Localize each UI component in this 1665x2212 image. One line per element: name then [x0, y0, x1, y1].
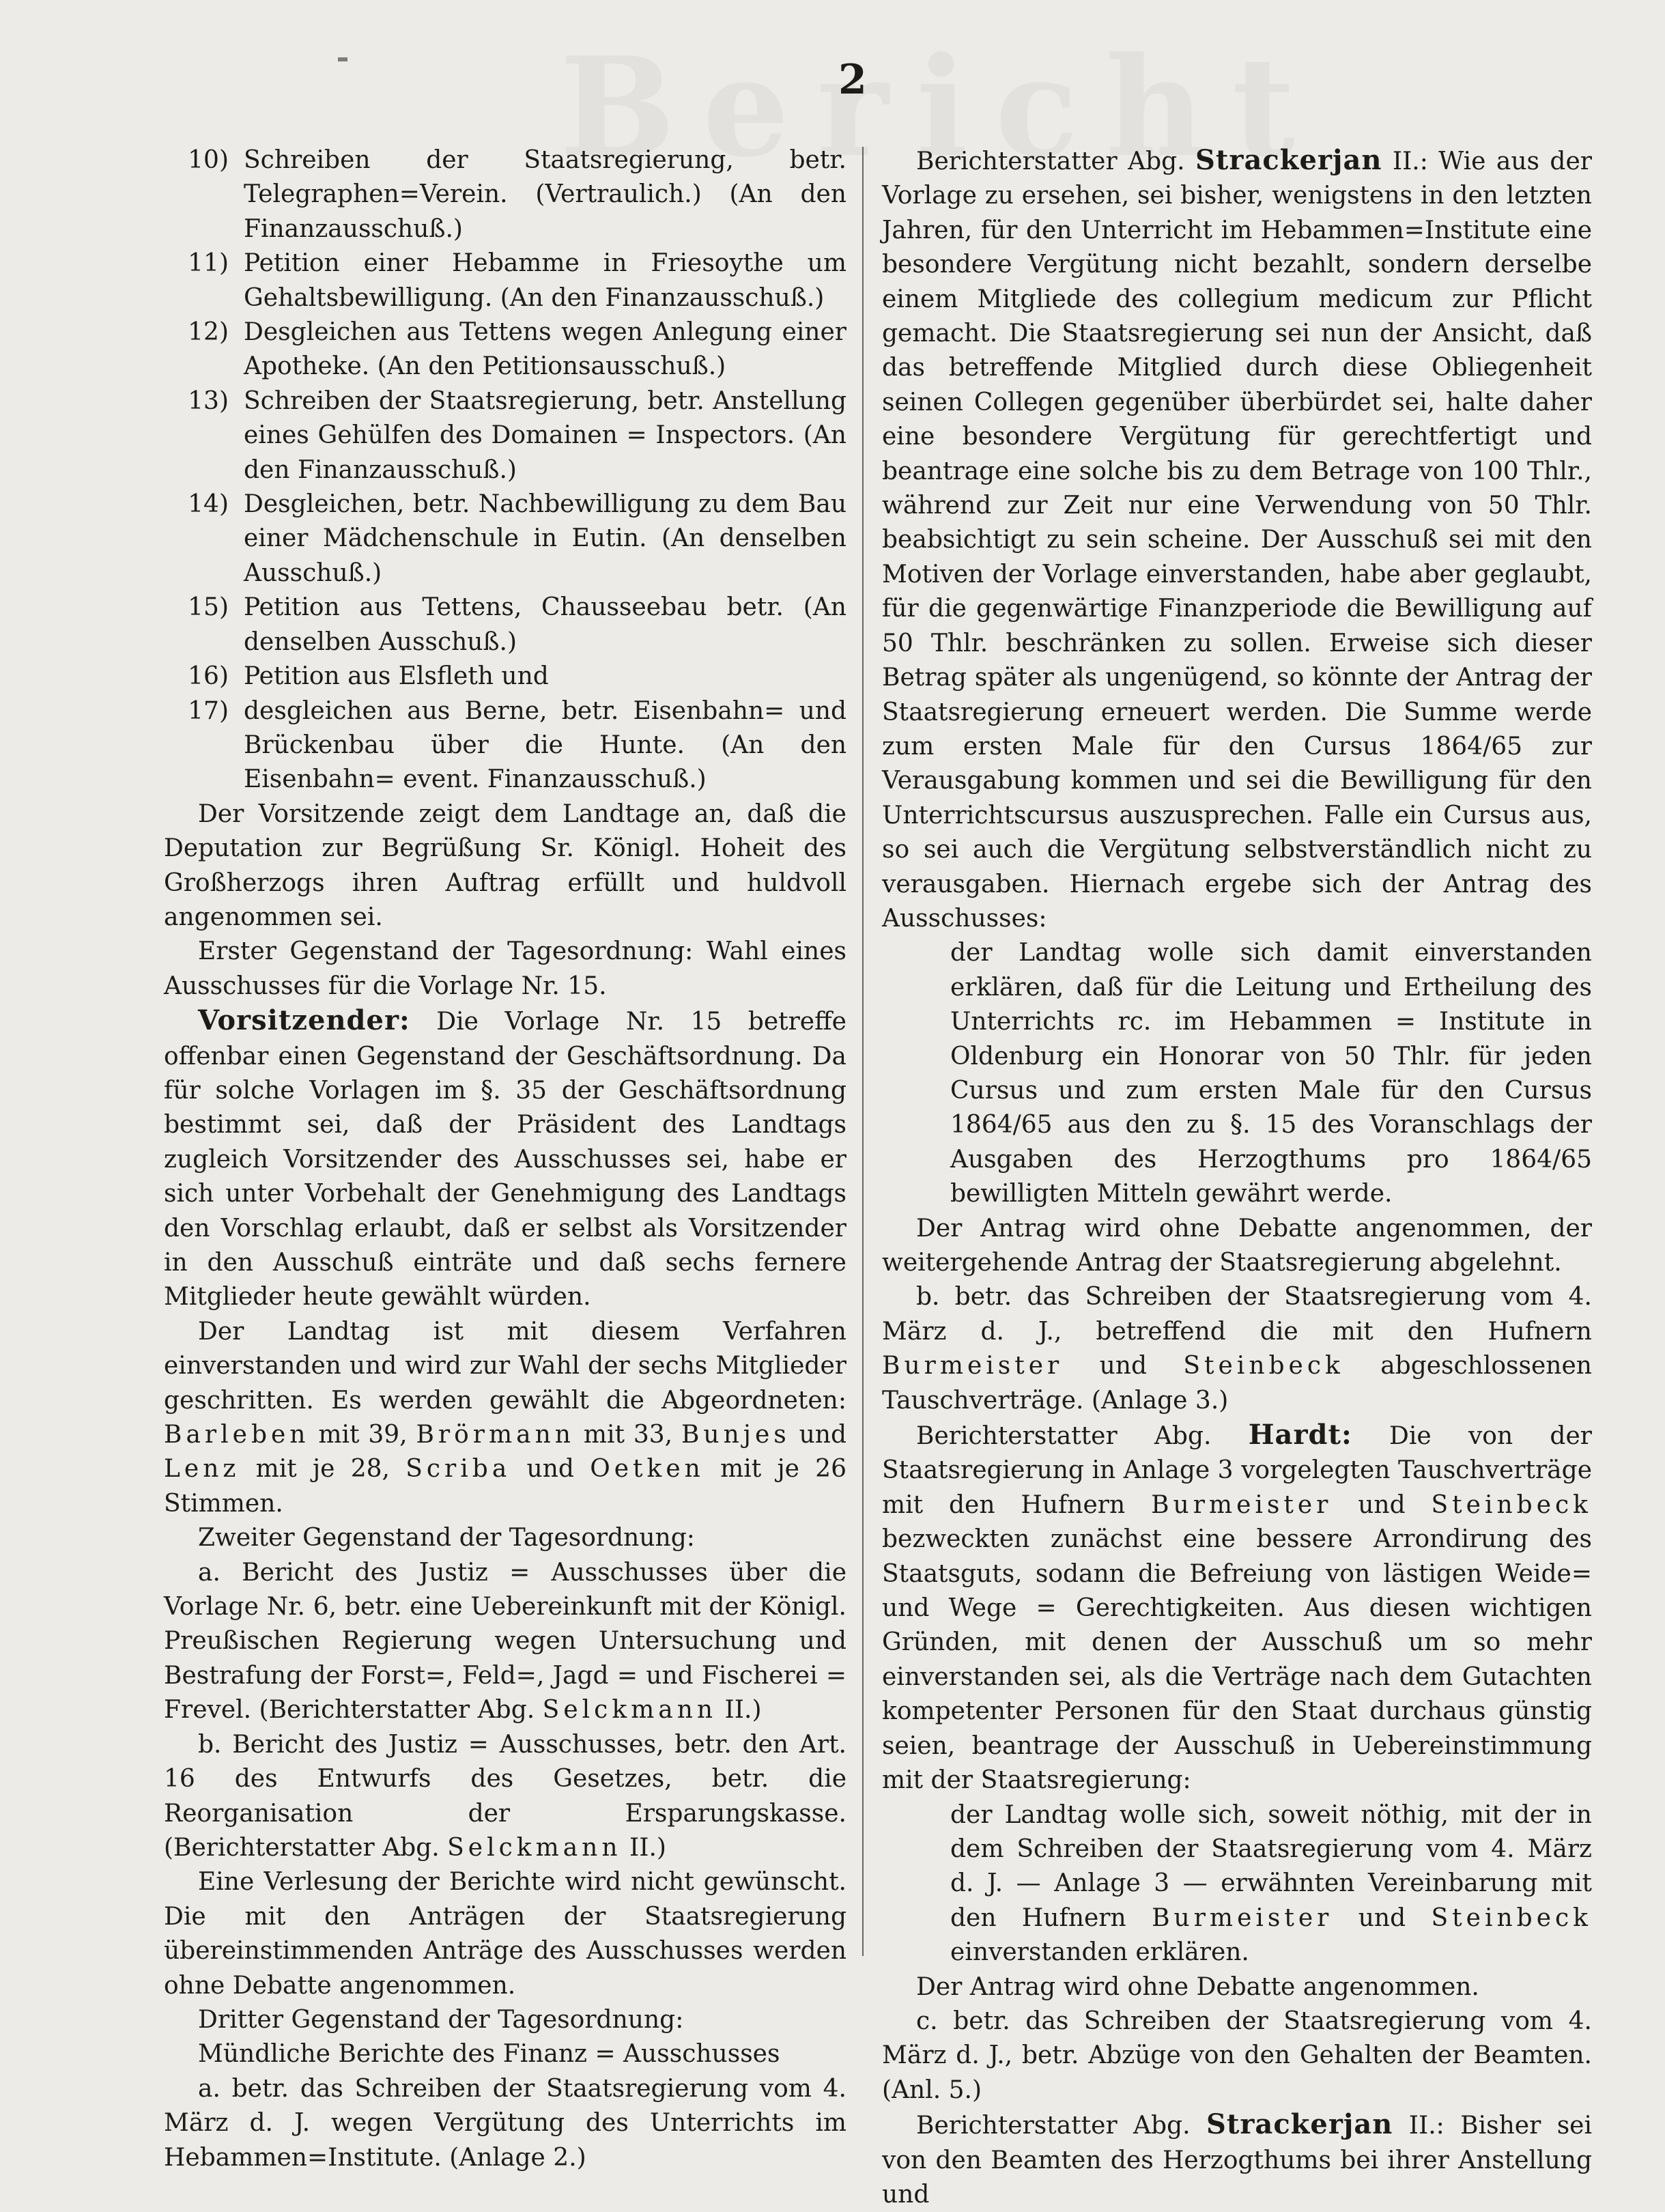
list-item-number: 13): [188, 386, 229, 415]
agenda-item: b. Bericht des Justiz = Ausschusses, betr. den Art. 16 des Entwurfs des Gesetzes, betr. die Reorganisation der Ersparungskasse. (Berichterstatter Abg. Selckmann II.): [164, 1730, 846, 1862]
member-name: Steinbeck: [1431, 1903, 1592, 1932]
agenda-item: b. betr. das Schreiben der Staatsregierung vom 4. März d. J., betreffend die mit den Hufnern Burmeister und Steinbeck abgeschlossenen Tauschverträge. (Anlage 3.): [882, 1283, 1592, 1415]
list-item: [164, 143, 846, 246]
list-item: [164, 591, 846, 660]
page-number: 2: [838, 56, 867, 104]
paragraph: Dritter Gegenstand der Tagesordnung:: [198, 2005, 684, 2034]
motion-text: der Landtag wolle sich damit einverstanden erklären, daß für die Leitung und Ertheilung des Unterrichts rc. im Hebammen = Institute in Oldenburg ein Honorar von 50 Thlr. für jeden Cursus und zum ersten Male für den Cursus 1864/65 aus den zu §. 15 des Voranschlags der Ausgaben des Herzogthums pro 1864/65 bewilligten Mitteln gewährt werde.: [950, 939, 1592, 1208]
list-item: [164, 694, 846, 797]
paragraph: Der Vorsitzende zeigt dem Landtage an, daß die Deputation zur Begrüßung Sr. Königl. Hoheit des Großherzogs ihren Auftrag erfüllt und huldvoll angenommen sei.: [164, 799, 846, 931]
paragraph: Berichterstatter Abg. Hardt: Die von der Staatsregierung in Anlage 3 vorgelegten Tauschverträge mit den Hufnern Burmeister und Steinbeck bezweckten zunächst eine bessere Arrondirung des Staatsguts, sodann die Befreiung von lästigen Weide= und Wege = Gerechtigkeiten. Aus diesen wichtigen Gründen, mit denen der Ausschuß um so mehr einverstanden sei, als die Verträge nach dem Gutachten kompetenter Personen für den Staat durchaus günstig seien, beantrage der Ausschuß in Uebereinstimmung mit der Staatsregierung:: [882, 1419, 1592, 1795]
agenda-item: a. Bericht des Justiz = Ausschusses über die Vorlage Nr. 6, betr. eine Uebereinkunft mit der Königl. Preußischen Regierung wegen Untersuchung und Bestrafung der Forst=, Feld=, Jagd = und Fischerei = Frevel. (Berichterstatter Abg. Selckmann II.): [164, 1558, 846, 1725]
list-item-text: Schreiben der Staatsregierung, betr. Anstellung eines Gehülfen des Domainen = Inspectors. (An den Finanzausschuß.): [244, 386, 846, 484]
speaker-name: Hardt:: [1248, 1419, 1352, 1451]
paragraph: Mündliche Berichte des Finanz = Ausschusses: [198, 2040, 780, 2069]
paragraph: Berichterstatter Abg. Strackerjan II.: Bisher sei von den Beamten des Herzogthums bei ihrer Anstellung und: [882, 2108, 1592, 2209]
list-item-text: Desgleichen aus Tettens wegen Anlegung einer Apotheke. (An den Petitionsausschuß.): [244, 318, 846, 381]
agenda-item: c. betr. das Schreiben der Staatsregierung vom 4. März d. J., betr. Abzüge von den Gehalten der Beamten. (Anl. 5.): [882, 2007, 1592, 2104]
list-item-text: desgleichen aus Berne, betr. Eisenbahn= und Brückenbau über die Hunte. (An den Eisenbahn= event. Finanzausschuß.): [244, 696, 846, 794]
list-item-number: 15): [188, 593, 229, 622]
member-name: Steinbeck: [1431, 1490, 1592, 1519]
member-name: Bunjes: [681, 1421, 791, 1449]
list-item-number: 10): [188, 146, 229, 174]
member-name: Burmeister: [1151, 1490, 1333, 1519]
list-item-number: 14): [188, 490, 229, 519]
column-rule: [862, 147, 864, 1956]
list-item-text: Schreiben der Staatsregierung, betr. Telegraphen=Verein. (Vertraulich.) (An den Finanzausschuß.): [244, 146, 846, 243]
member-name: Brörmann: [416, 1421, 575, 1449]
member-name: Selckmann: [542, 1696, 717, 1725]
member-name: Scriba: [405, 1455, 511, 1484]
list-item-number: 12): [188, 318, 229, 347]
paragraph: Der Antrag wird ohne Debatte angenommen, der weitergehende Antrag der Staatsregierung abgelehnt.: [882, 1214, 1592, 1277]
list-item: [164, 246, 846, 315]
paragraph: Der Landtag ist mit diesem Verfahren einverstanden und wird zur Wahl der sechs Mitglieder geschritten. Es werden gewählt die Abgeordneten: Barleben mit 39, Brörmann mit 33, Bunjes und Lenz mit je 28, Scriba und Oetken mit je 26 Stimmen.: [164, 1317, 847, 1518]
agenda-item: a. betr. das Schreiben der Staatsregierung vom 4. März d. J. wegen Vergütung des Unterrichts im Hebammen=Institute. (Anlage 2.): [164, 2074, 846, 2172]
speaker-name: Vorsitzender:: [198, 1004, 410, 1037]
paragraph: Der Antrag wird ohne Debatte angenommen.: [916, 1972, 1479, 2001]
motion-text: der Landtag wolle sich, soweit nöthig, mit der in dem Schreiben der Staatsregierung vom 4. März d. J. — Anlage 3 — erwähnten Vereinbarung mit den Hufnern Burmeister und Steinbeck einverstanden erklären.: [950, 1800, 1592, 1967]
member-name: Burmeister: [882, 1352, 1064, 1380]
paragraph: Erster Gegenstand der Tagesordnung: Wahl eines Ausschusses für die Vorlage Nr. 15.: [164, 937, 846, 1000]
list-item: [164, 315, 846, 384]
list-item: [164, 487, 846, 591]
list-item-text: Petition einer Hebamme in Friesoythe um Gehaltsbewilligung. (An den Finanzausschuß.): [244, 249, 846, 312]
list-item-text: Desgleichen, betr. Nachbewilligung zu dem Bau einer Mädchenschule in Eutin. (An denselben Ausschuß.): [244, 490, 846, 587]
speaker-name: Strackerjan: [1195, 144, 1382, 176]
list-item-number: 11): [188, 249, 229, 278]
list-item-number: 16): [188, 662, 229, 691]
paragraph: Berichterstatter Abg. Strackerjan II.: Wie aus der Vorlage zu ersehen, sei bisher, wenigstens in den letzten Jahren, für den Unterricht im Hebammen=Institute eine besondere Vergütung nicht bezahlt, sondern derselbe einem Mitgliede des collegium medicum zur Pflicht gemacht. Die Staatsregierung sei nun der Ansicht, daß das betreffende Mitglied durch diese Obliegenheit seinen Collegen gegenüber überbürdet sei, halte daher eine besondere Vergütung für gerechtfertigt und beantrage eine solche bis zu dem Betrage von 100 Thlr., während zur Zeit nur eine Verwendung von 50 Thlr. beabsichtigt zu sein scheine. Der Ausschuß sei mit den Motiven der Vorlage einverstanden, habe aber geglaubt, für die gegenwärtige Finanzperiode die Bewilligung auf 50 Thlr. beschränken zu sollen. Erweise sich dieser Betrag später als ungenügend, so könnte der Antrag der Staatsregierung erneuert werden. Die Summe werde zum ersten Male für den Cursus 1864/65 zur Verausgabung kommen und sei die Bewilligung für den Unterrichtscursus auszusprechen. Falle ein Cursus aus, so sei auch die Vergütung selbstverständlich nicht zu verausgaben. Hiernach ergebe sich der Antrag des Ausschusses:: [882, 144, 1592, 933]
speaker-name: Strackerjan: [1206, 2108, 1393, 2141]
list-item-number: 17): [188, 696, 229, 725]
member-name: Selckmann: [447, 1833, 622, 1862]
member-name: Barleben: [164, 1421, 310, 1449]
right-column: [882, 143, 1592, 2212]
paragraph: Eine Verlesung der Berichte wird nicht gewünscht. Die mit den Anträgen der Staatsregierung übereinstimmenden Anträge des Ausschusses werden ohne Debatte angenommen.: [164, 1868, 846, 2000]
list-item-text: Petition aus Elsfleth und: [244, 662, 549, 691]
member-name: Burmeister: [1152, 1903, 1333, 1932]
member-name: Steinbeck: [1183, 1352, 1344, 1380]
printer-mark: [338, 57, 347, 61]
paragraph: Vorsitzender: Die Vorlage Nr. 15 betreffe offenbar einen Gegenstand der Geschäftsordnung. Da für solche Vorlagen im §. 35 der Geschäftsordnung bestimmt sei, daß der Präsident des Landtags zugleich Vorsitzender des Ausschusses sei, habe er sich unter Vorbehalt der Genehmigung des Landtags den Vorschlag erlaubt, daß er selbst als Vorsitzender in den Ausschuß einträte und daß sechs fernere Mitglieder heute gewählt würden.: [164, 1004, 846, 1311]
list-item: [164, 660, 846, 694]
member-name: Lenz: [164, 1455, 240, 1484]
left-column: [164, 143, 846, 2175]
petition-list: [164, 143, 846, 797]
list-item: [164, 384, 846, 487]
list-item-text: Petition aus Tettens, Chausseebau betr. (An denselben Ausschuß.): [244, 593, 846, 656]
member-name: Oetken: [590, 1455, 705, 1484]
paragraph: Zweiter Gegenstand der Tagesordnung:: [198, 1524, 695, 1552]
